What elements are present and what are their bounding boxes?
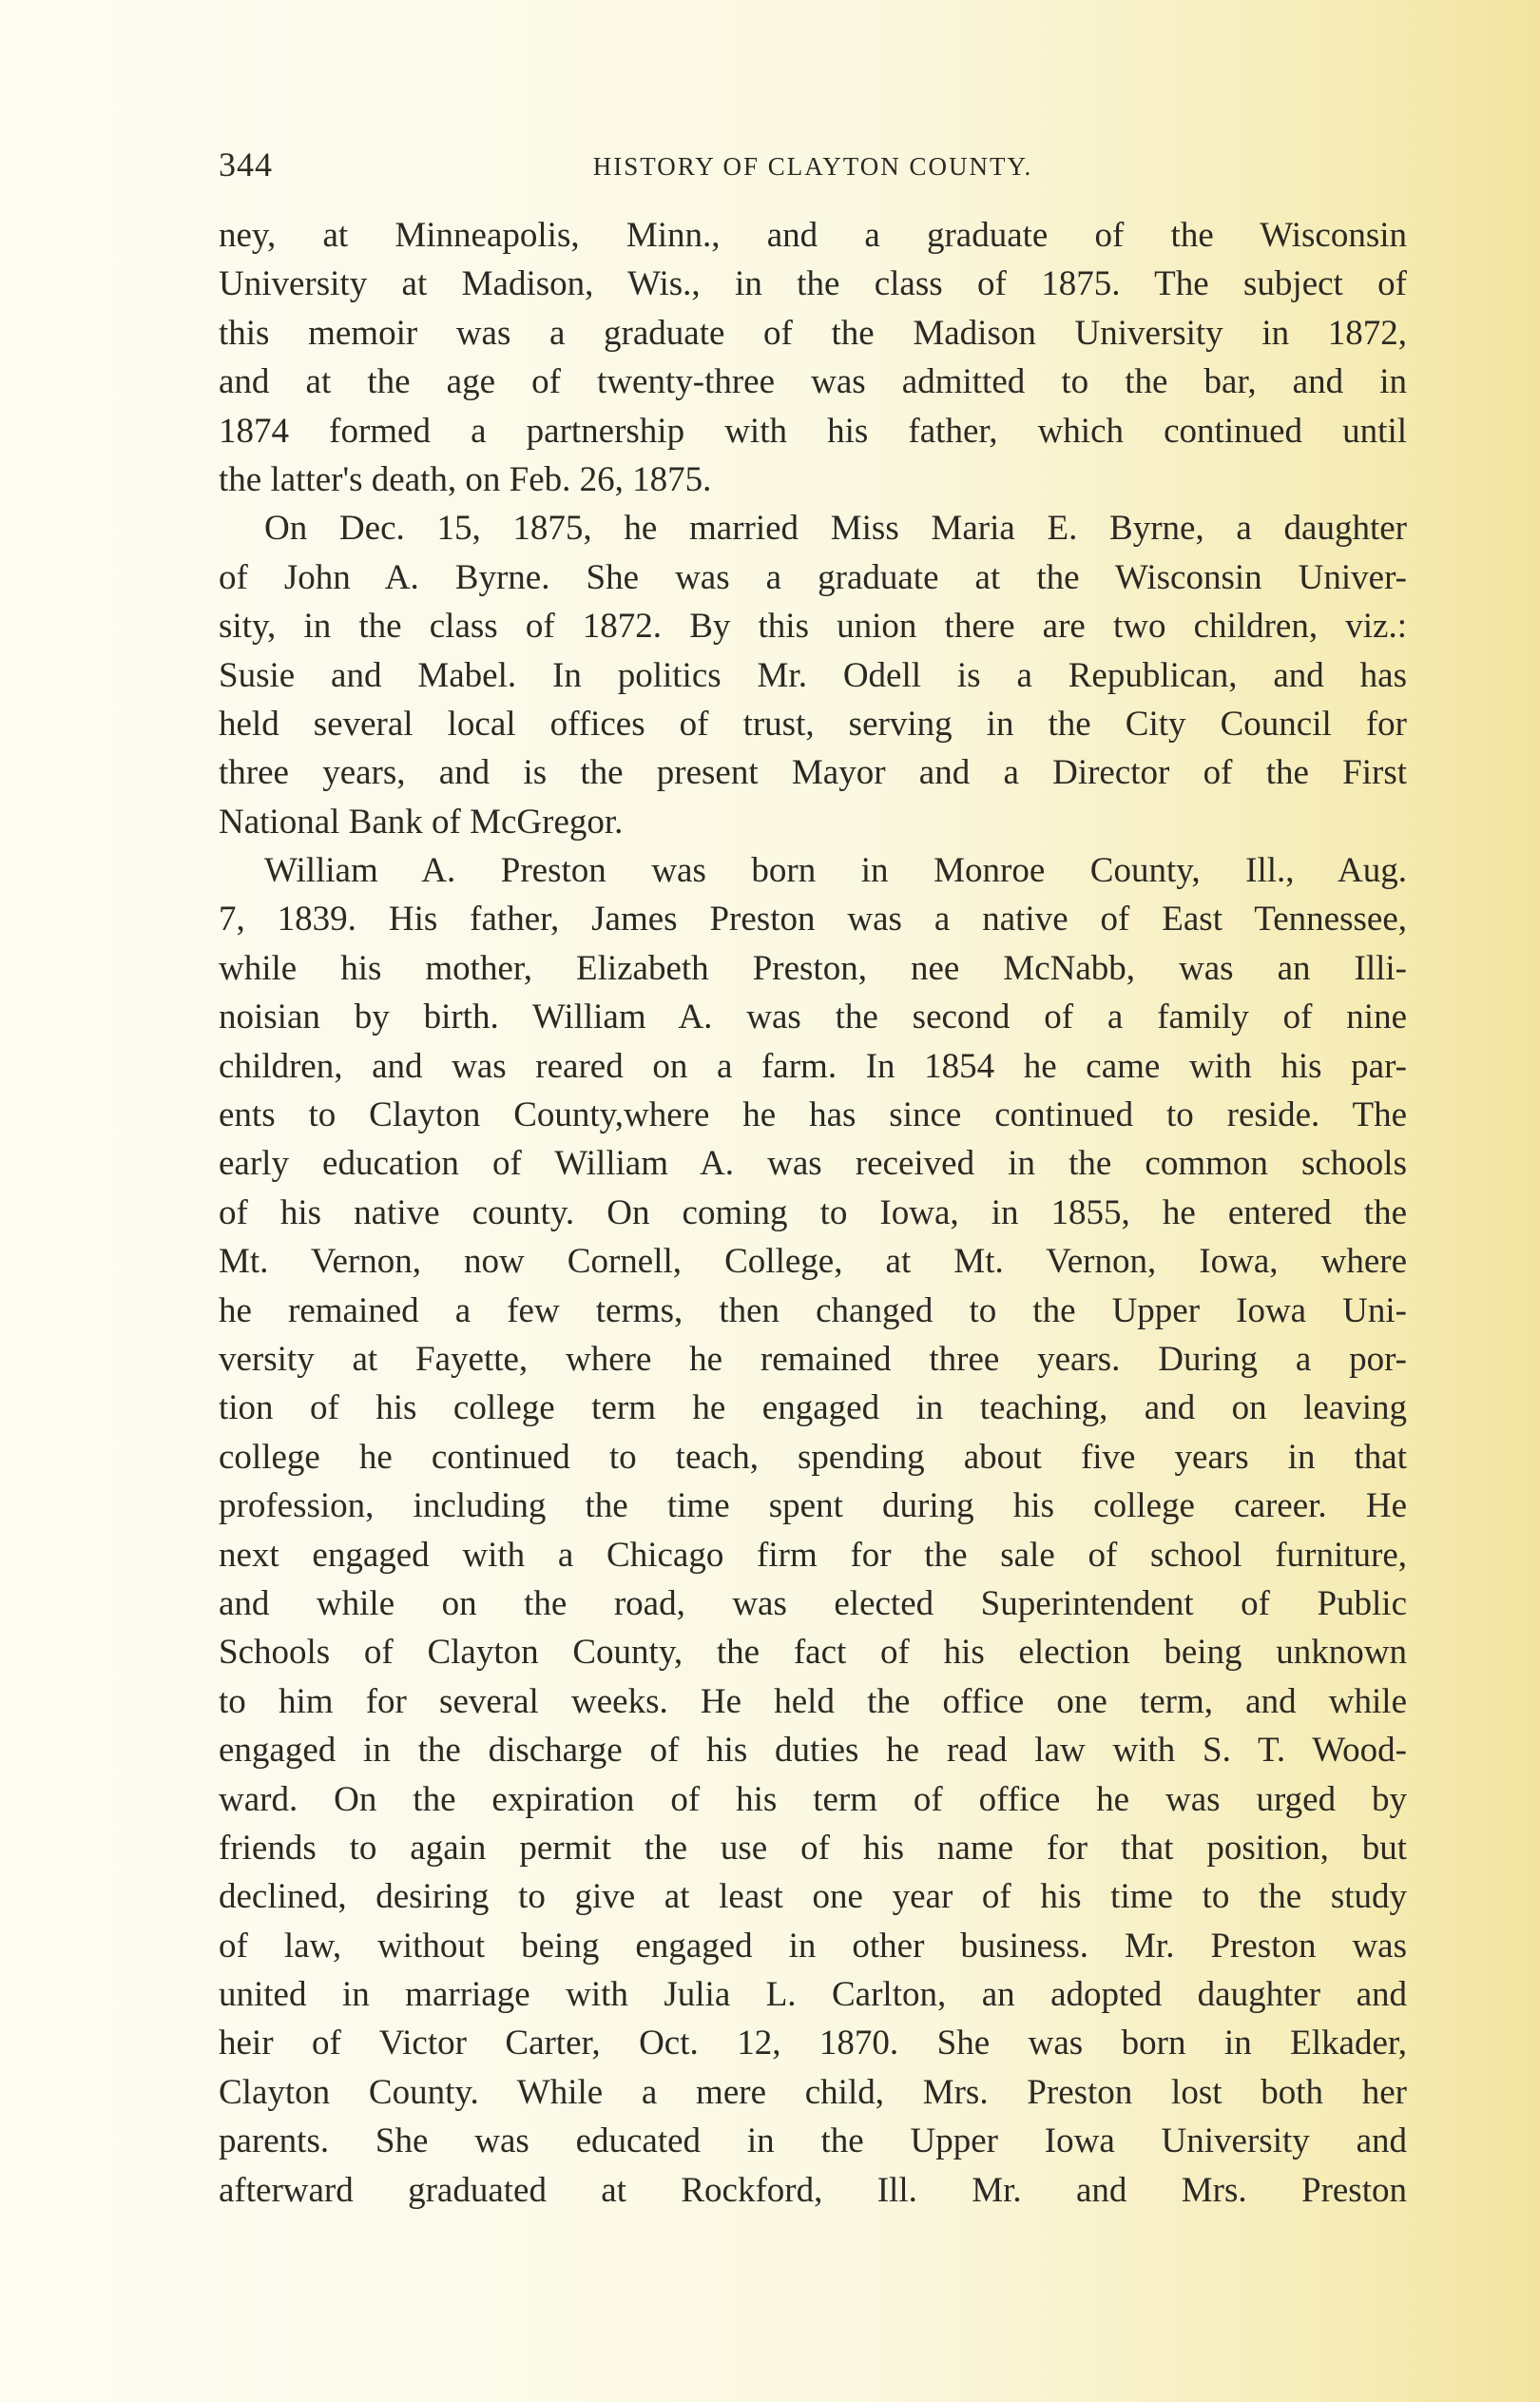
text-line: Mt. Vernon, now Cornell, College, at Mt. Vernon, Iowa, where — [219, 1242, 1407, 1282]
text-line: ward. On the expiration of his term of office he was urged by — [219, 1779, 1407, 1819]
running-head-title: HISTORY OF CLAYTON COUNTY. — [592, 152, 1033, 181]
text-line: while his mother, Elizabeth Preston, nee McNabb, was an Illi- — [219, 948, 1407, 988]
text-line: three years, and is the present Mayor and a Director of the First — [219, 753, 1407, 793]
text-line: 7, 1839. His father, James Preston was a native of East Tennessee, — [219, 900, 1407, 939]
text-line: William A. Preston was born in Monroe County, Ill., Aug. — [264, 851, 1407, 891]
text-line: On Dec. 15, 1875, he married Miss Maria E. Byrne, a daughter — [264, 509, 1407, 549]
text-line: children, and was reared on a farm. In 1854 he came with his par- — [219, 1046, 1407, 1086]
text-line: and while on the road, was elected Superintendent of Public — [219, 1583, 1407, 1623]
text-line: united in marriage with Julia L. Carlton, an adopted daughter and — [219, 1975, 1407, 2015]
text-line: engaged in the discharge of his duties he read law with S. T. Wood- — [219, 1731, 1407, 1771]
text-line: declined, desiring to give at least one year of his time to the study — [219, 1877, 1407, 1917]
text-line: early education of William A. was received in the common schools — [219, 1144, 1407, 1184]
text-line: sity, in the class of 1872. By this union there are two children, viz.: — [219, 607, 1407, 647]
body-text — [219, 211, 1407, 2215]
text-line: to him for several weeks. He held the office one term, and while — [219, 1681, 1407, 1721]
text-line: next engaged with a Chicago firm for the sale of school furniture, — [219, 1535, 1407, 1575]
text-line: and at the age of twenty-three was admitted to the bar, and in — [219, 362, 1407, 402]
text-line: of John A. Byrne. She was a graduate at the Wisconsin Univer- — [219, 557, 1407, 597]
running-head — [219, 145, 1407, 192]
text-line: heir of Victor Carter, Oct. 12, 1870. She was born in Elkader, — [219, 2024, 1407, 2063]
text-line: of law, without being engaged in other business. Mr. Preston was — [219, 1926, 1407, 1966]
text-line: tion of his college term he engaged in teaching, and on leaving — [219, 1388, 1407, 1428]
text-line: noisian by birth. William A. was the second of a family of nine — [219, 998, 1407, 1037]
text-line: Schools of Clayton County, the fact of his election being unknown — [219, 1633, 1407, 1673]
text-line: Susie and Mabel. In politics Mr. Odell is a Republican, and has — [219, 655, 1407, 695]
text-line: afterward graduated at Rockford, Ill. Mr. and Mrs. Preston — [219, 2170, 1407, 2210]
text-line: held several local offices of trust, serving in the City Council for — [219, 704, 1407, 744]
text-line: profession, including the time spent during his college career. He — [219, 1486, 1407, 1526]
text-line: parents. She was educated in the Upper Iowa University and — [219, 2121, 1407, 2161]
text-line: of his native county. On coming to Iowa, in 1855, he entered the — [219, 1192, 1407, 1232]
text-line: Clayton County. While a mere child, Mrs. Preston lost both her — [219, 2072, 1407, 2112]
text-line: 1874 formed a partnership with his father, which continued until — [219, 411, 1407, 451]
text-line: versity at Fayette, where he remained three years. During a por- — [219, 1339, 1407, 1379]
text-line: this memoir was a graduate of the Madison University in 1872, — [219, 313, 1407, 353]
page-number: 344 — [219, 145, 273, 184]
text-line: National Bank of McGregor. — [219, 802, 624, 842]
text-line: ents to Clayton County,where he has since continued to reside. The — [219, 1095, 1407, 1135]
text-line: friends to again permit the use of his name for that position, but — [219, 1828, 1407, 1868]
text-line: University at Madison, Wis., in the class of 1875. The subject of — [219, 264, 1407, 304]
text-line: he remained a few terms, then changed to the Upper Iowa Uni- — [219, 1290, 1407, 1330]
text-line: college he continued to teach, spending about five years in that — [219, 1437, 1407, 1477]
text-line: ney, at Minneapolis, Minn., and a graduate of the Wisconsin — [219, 216, 1407, 255]
text-line: the latter's death, on Feb. 26, 1875. — [219, 459, 712, 499]
